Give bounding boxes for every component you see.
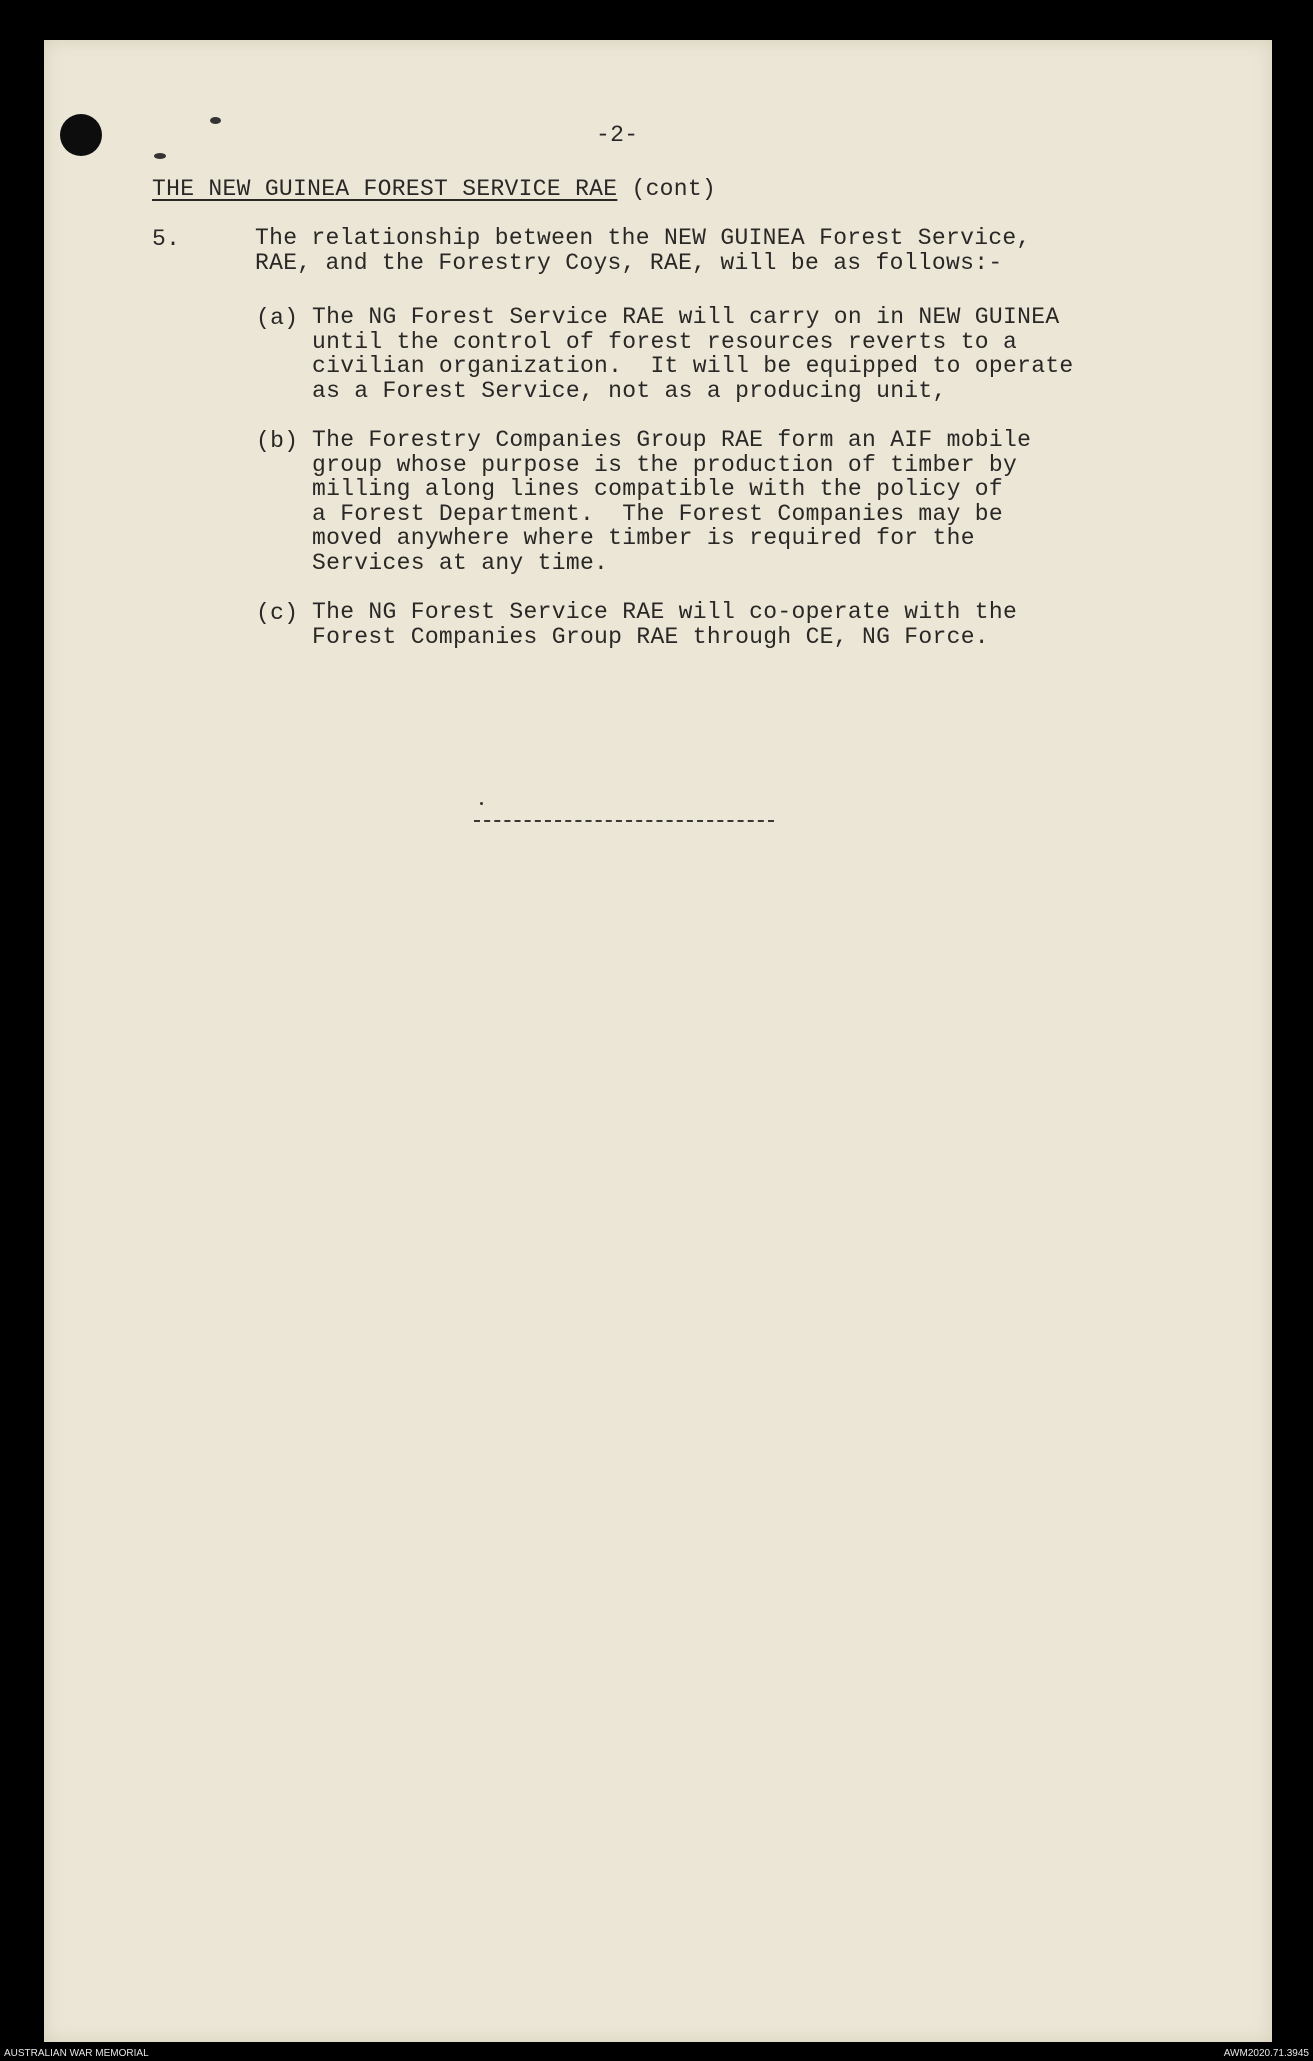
page-number: -2- — [596, 122, 639, 148]
item-text-c: The NG Forest Service RAE will co-operate with the Forest Companies Group RAE through CE, NG Force. — [312, 599, 1018, 650]
item-label-b: (b) — [256, 428, 299, 454]
item-label-a: (a) — [256, 305, 299, 331]
ink-speck — [480, 802, 483, 805]
punch-hole — [60, 114, 102, 156]
footer-accession-number: AWM2020.71.3945 — [1223, 2048, 1309, 2059]
end-divider — [474, 820, 774, 822]
heading-title: THE NEW GUINEA FOREST SERVICE RAE — [152, 176, 618, 202]
heading-suffix: (cont) — [617, 176, 717, 202]
paragraph-number: 5. — [152, 226, 181, 252]
paragraph-text: The relationship between the NEW GUINEA Forest Service, RAE, and the Forestry Coys, RAE, will be as follows:- — [255, 225, 1031, 276]
section-heading — [152, 176, 716, 202]
item-text-a: The NG Forest Service RAE will carry on in NEW GUINEA until the control of forest resources reverts to a civilian organization. It will be equipped to operate as a Forest Service, not as a producing unit, — [312, 304, 1074, 404]
footer-institution: AUSTRALIAN WAR MEMORIAL — [4, 2048, 149, 2059]
ink-speck — [210, 117, 221, 124]
item-text-b: The Forestry Companies Group RAE form an AIF mobile group whose purpose is the production of timber by milling along lines compatible with the policy of a Forest Department. The Forest Companies may be moved anywhere where timber is required for the Services at any time. — [312, 427, 1032, 576]
item-label-c: (c) — [256, 600, 299, 626]
ink-speck — [154, 153, 166, 159]
document-page — [44, 40, 1272, 2042]
